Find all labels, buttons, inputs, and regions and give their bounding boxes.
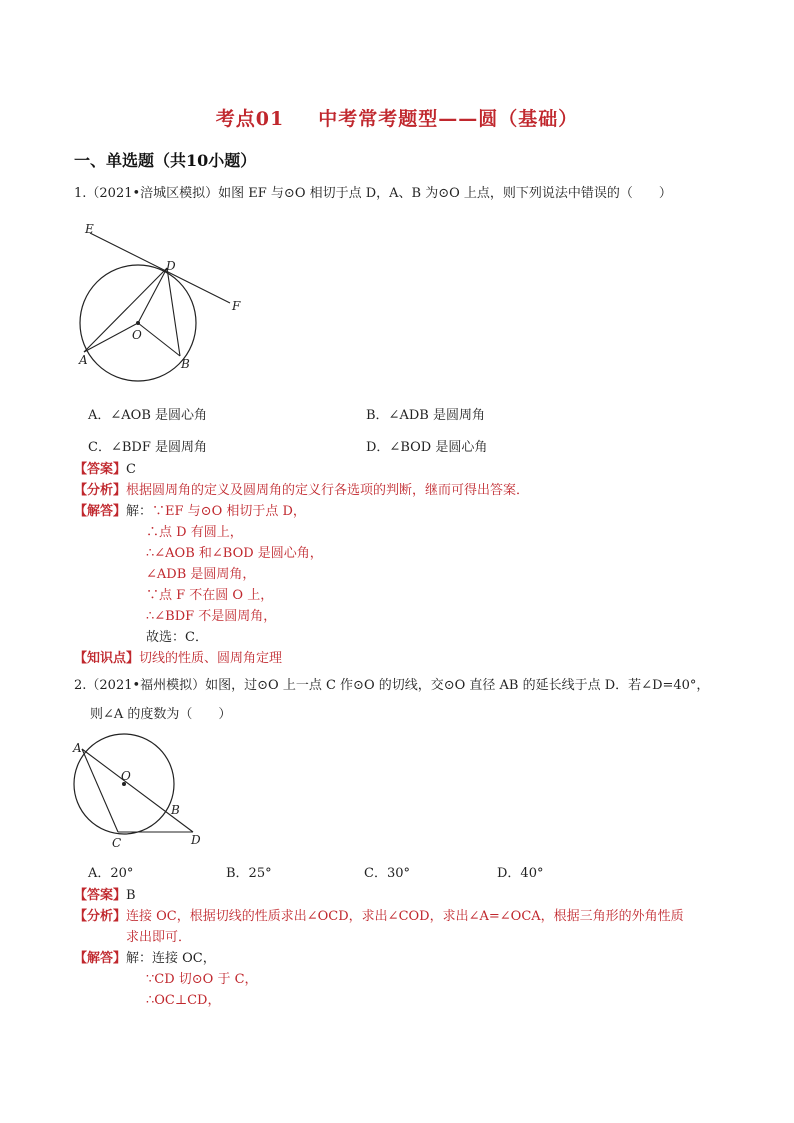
q1-knowledge: 切线的性质、圆周角定理: [139, 651, 283, 666]
page-title: [0, 104, 794, 131]
section-heading: 一、单选题（共10小题）: [74, 151, 257, 170]
q1-option-a[interactable]: A．∠AOB 是圆心角: [88, 408, 208, 423]
q1-option-d[interactable]: D．∠BOD 是圆心角: [366, 440, 488, 455]
q2-label-c: C: [112, 836, 122, 850]
q2-analysis-tag: 【分析】: [74, 909, 127, 924]
q2-label-d: D: [191, 833, 201, 847]
q2-option-b[interactable]: B．25°: [226, 866, 272, 881]
q2-label-b: B: [171, 803, 180, 817]
q2-answer-tag: 【答案】: [74, 888, 127, 903]
q2-analysis-line: [74, 907, 684, 927]
q1-solution-step-6: ∴∠BDF 不是圆周角，: [146, 609, 277, 624]
q1-label-o: O: [132, 328, 142, 342]
q2-analysis-2: 求出即可．: [126, 930, 192, 945]
q1-solution-step-2: ∴点 D 有圆上，: [146, 525, 243, 540]
q1-answer: C: [126, 462, 136, 477]
q1-solution-tag: 【解答】: [74, 504, 127, 519]
q1-option-c[interactable]: C．∠BDF 是圆周角: [88, 440, 207, 455]
q2-option-c[interactable]: C．30°: [364, 866, 410, 881]
q1-solution-step-1: ∵EF 与⊙O 相切于点 D，: [152, 504, 306, 519]
q1-figure: [70, 218, 260, 378]
q2-solution-line: [74, 949, 216, 969]
q1-label-f: F: [232, 299, 241, 313]
q1-analysis-line: [74, 481, 529, 501]
q2-solution-step-2: ∴OC⊥CD，: [146, 993, 221, 1008]
q1-label-e: E: [85, 222, 94, 236]
q2-solution-tag: 【解答】: [74, 951, 127, 966]
q1-option-b[interactable]: B．∠ADB 是圆周角: [366, 408, 485, 423]
q2-label-o: O: [121, 769, 131, 783]
q1-analysis: 根据圆周角的定义及圆周角的定义行各选项的判断，继而可得出答案．: [126, 483, 530, 498]
title-text: 中考常考题型——圆（基础）: [318, 108, 579, 130]
q1-conclusion: 故选：C．: [146, 630, 208, 645]
q2-solution-head: 解：连接 OC，: [126, 951, 216, 966]
q1-stem: 1.（2021•涪城区模拟）如图 EF 与⊙O 相切于点 D，A、B 为⊙O 上点，则下列说法中错误的（ ）: [74, 186, 672, 201]
q1-solution-line: [74, 502, 306, 522]
q1-label-d: D: [166, 259, 176, 273]
q1-analysis-tag: 【分析】: [74, 483, 127, 498]
title-code: 考点01: [215, 108, 285, 130]
q1-solution-step-5: ∵点 F 不在圆 O 上，: [146, 588, 274, 603]
q2-stem-line-2: 则∠A 的度数为（ ）: [90, 707, 232, 722]
q2-answer-line: [74, 886, 136, 906]
q1-solution-head: 解：: [126, 504, 153, 519]
q2-option-d[interactable]: D．40°: [497, 866, 544, 881]
q2-solution-step-1: ∵CD 切⊙O 于 C，: [146, 972, 258, 987]
q2-analysis-1: 连接 OC，根据切线的性质求出∠OCD，求出∠COD，求出∠A=∠OCA，根据三角形的外角性质: [126, 909, 684, 924]
q2-stem-line-1: 2.（2021•福州模拟）如图，过⊙O 上一点 C 作⊙O 的切线，交⊙O 直径 AB 的延长线于点 D．若∠D=40°，: [74, 678, 710, 693]
q1-knowledge-line: [74, 649, 282, 669]
q1-knowledge-tag: 【知识点】: [74, 651, 140, 666]
q1-answer-line: [74, 460, 136, 480]
q2-figure: [68, 736, 218, 856]
q1-answer-tag: 【答案】: [74, 462, 127, 477]
q1-solution-step-4: ∠ADB 是圆周角，: [146, 567, 256, 582]
q1-label-b: B: [181, 357, 190, 371]
q1-label-a: A: [79, 353, 88, 367]
q1-solution-step-3: ∴∠AOB 和∠BOD 是圆心角，: [146, 546, 323, 561]
q2-label-a: A: [73, 741, 82, 755]
q2-answer: B: [126, 888, 136, 903]
q2-option-a[interactable]: A．20°: [88, 866, 134, 881]
